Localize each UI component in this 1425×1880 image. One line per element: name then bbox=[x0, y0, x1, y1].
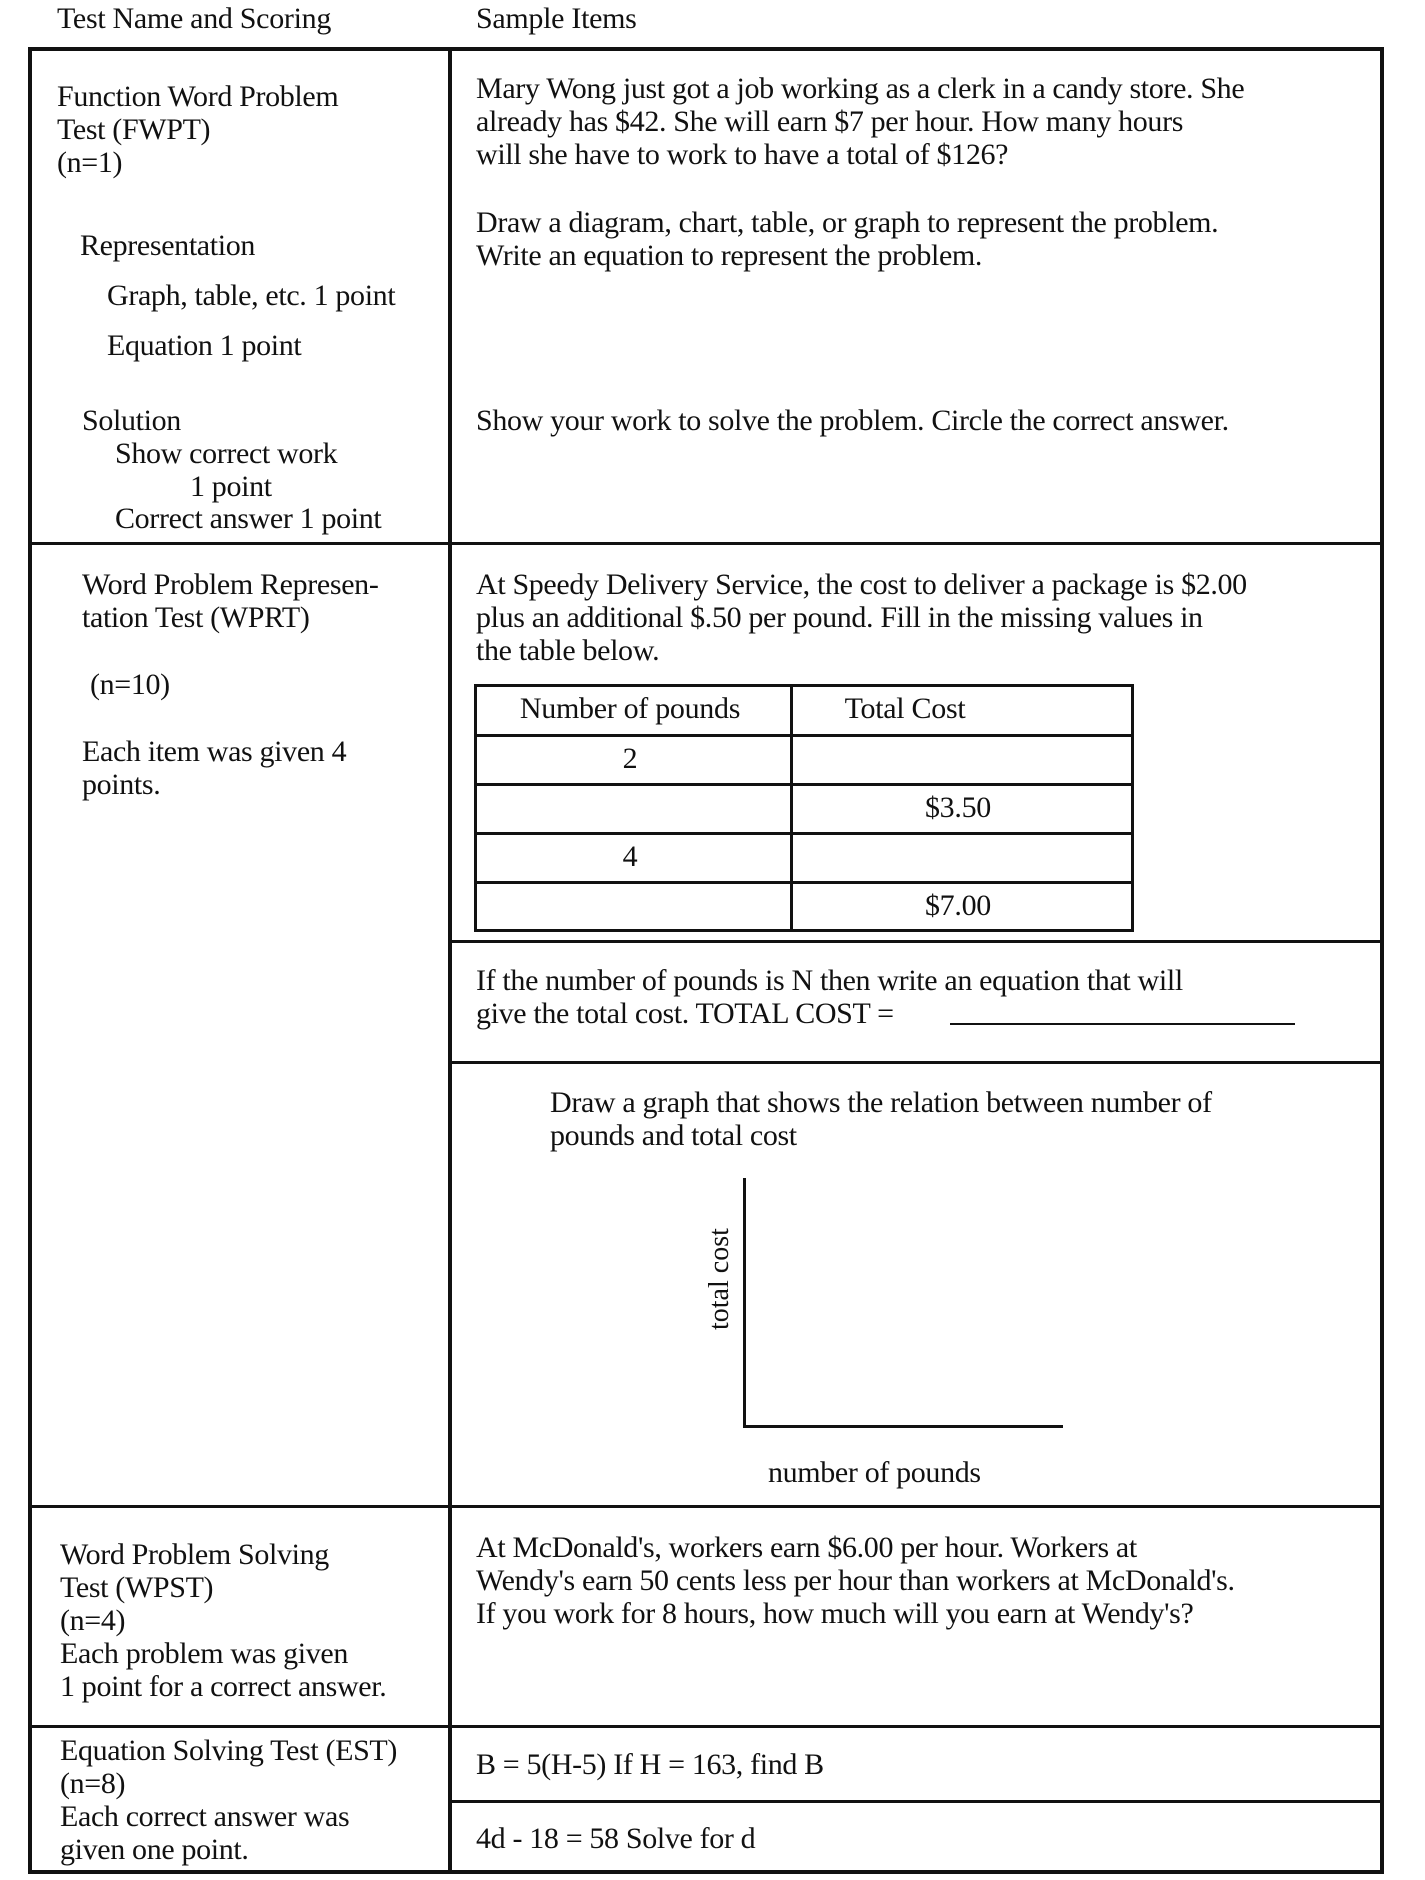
table-cell-cost: $3.50 bbox=[924, 791, 991, 824]
wpst-test-info: Word Problem Solving Test (WPST) (n=4) Each problem was given 1 point for a correct answer. bbox=[60, 1538, 387, 1703]
row-divider-fwpt-wprt bbox=[28, 542, 1384, 545]
table-cell-pounds: 2 bbox=[622, 742, 638, 775]
fwpt-show-work-instructions: Show your work to solve the problem. Circle the correct answer. bbox=[476, 404, 1229, 437]
wprt-scoring-note: Each item was given 4 points. bbox=[82, 735, 347, 801]
fill-in-table-row-divider bbox=[474, 881, 1134, 884]
est-test-info: Equation Solving Test (EST) (n=8) Each correct answer was given one point. bbox=[60, 1734, 398, 1866]
fwpt-test-name-line2: Test (FWPT) bbox=[57, 113, 211, 146]
fwpt-representation-heading: Representation bbox=[80, 229, 256, 262]
wprt-test-name-line2: tation Test (WPRT) bbox=[82, 601, 310, 634]
equation-answer-blank[interactable] bbox=[950, 1023, 1295, 1025]
table-header-total-cost: Total Cost bbox=[844, 692, 966, 725]
fwpt-show-work: Show correct work bbox=[115, 437, 338, 470]
graph-x-axis-label: number of pounds bbox=[768, 1456, 981, 1489]
row-divider-wpst-est bbox=[28, 1725, 1384, 1728]
fwpt-equation-score: Equation 1 point bbox=[107, 329, 302, 362]
fwpt-test-name-line1: Function Word Problem bbox=[57, 80, 339, 113]
graph-y-axis-label: total cost bbox=[704, 1228, 735, 1330]
table-left-border bbox=[28, 47, 32, 1874]
column-header-sample-items: Sample Items bbox=[476, 2, 637, 35]
fwpt-graph-table-score: Graph, table, etc. 1 point bbox=[107, 279, 396, 312]
column-header-test-name: Test Name and Scoring bbox=[57, 2, 332, 35]
table-header-pounds: Number of pounds bbox=[519, 692, 741, 725]
est-item-1: B = 5(H-5) If H = 163, find B bbox=[476, 1748, 824, 1781]
wprt-n-count: (n=10) bbox=[90, 668, 170, 701]
table-cell-cost: $7.00 bbox=[924, 889, 991, 922]
fill-in-table-column-divider bbox=[790, 684, 793, 932]
fwpt-correct-answer-score: Correct answer 1 point bbox=[115, 502, 382, 535]
table-cell-pounds: 4 bbox=[622, 840, 638, 873]
table-right-border bbox=[1380, 47, 1384, 1874]
fwpt-n-count: (n=1) bbox=[57, 146, 123, 179]
wpst-problem-text: At McDonald's, workers earn $6.00 per hour. Workers at Wendy's earn 50 cents less per hour than workers at McDonald's. If you work for 8 hours, how much will you earn at Wendy's? bbox=[476, 1531, 1235, 1630]
fwpt-draw-instructions: Draw a diagram, chart, table, or graph to represent the problem. Write an equation to represent the problem. bbox=[476, 206, 1219, 272]
subdivider-est-items bbox=[450, 1800, 1382, 1803]
row-divider-wprt-wpst bbox=[28, 1505, 1384, 1508]
fill-in-table-row-divider bbox=[474, 832, 1134, 835]
column-divider bbox=[448, 47, 452, 1874]
subdivider-equation-graph bbox=[450, 1061, 1382, 1064]
table-top-border bbox=[28, 47, 1384, 51]
wprt-test-name-line1: Word Problem Represen- bbox=[82, 568, 379, 601]
wprt-graph-prompt: Draw a graph that shows the relation between number of pounds and total cost bbox=[550, 1086, 1212, 1152]
fwpt-solution-heading: Solution bbox=[82, 404, 181, 437]
fwpt-problem-text: Mary Wong just got a job working as a clerk in a candy store. She already has $42. She will earn $7 per hour. How many hours will she have to work to have a total of $126? bbox=[476, 72, 1245, 171]
fwpt-one-point: 1 point bbox=[190, 470, 272, 503]
fill-in-table-row-divider bbox=[474, 783, 1134, 786]
wprt-problem-text: At Speedy Delivery Service, the cost to deliver a package is $2.00 plus an additional $.50 per pound. Fill in the missing values in the table below. bbox=[476, 568, 1247, 667]
wprt-equation-prompt: If the number of pounds is N then write an equation that will give the total cost. TOTAL COST = bbox=[476, 964, 1183, 1030]
graph-y-axis bbox=[743, 1178, 746, 1428]
table-bottom-border bbox=[28, 1870, 1384, 1874]
graph-x-axis bbox=[743, 1425, 1063, 1428]
fill-in-table-row-divider bbox=[474, 734, 1134, 737]
subdivider-table-equation bbox=[450, 940, 1382, 943]
est-item-2: 4d - 18 = 58 Solve for d bbox=[476, 1822, 756, 1855]
